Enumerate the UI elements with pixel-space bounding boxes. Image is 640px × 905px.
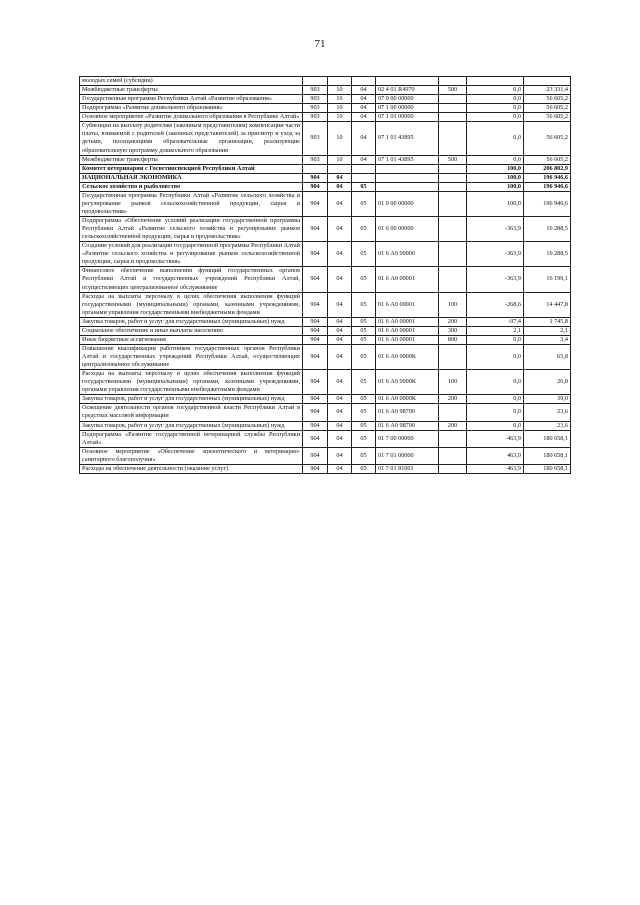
expense-type-cell xyxy=(439,430,467,447)
change-amount-cell: 0,0 xyxy=(467,122,524,155)
table-row xyxy=(80,430,571,447)
change-amount-cell: 100,0 xyxy=(467,173,524,182)
section-code-cell: 04 xyxy=(328,292,352,317)
subsection-code-cell: 04 xyxy=(352,104,376,113)
ved-code-cell: 904 xyxy=(303,173,328,182)
expense-type-cell xyxy=(439,173,467,182)
expense-type-cell xyxy=(439,404,467,421)
subsection-code-cell: 05 xyxy=(352,182,376,191)
section-code-cell: 04 xyxy=(328,344,352,369)
total-amount-cell: 56 605,2 xyxy=(524,95,571,104)
total-amount-cell: 2,1 xyxy=(524,326,571,335)
section-code-cell: 10 xyxy=(328,155,352,164)
table-row xyxy=(80,77,571,86)
row-name-cell: Подпрограмма «Развитие дошкольного образования» xyxy=(80,104,303,113)
expense-type-cell xyxy=(439,122,467,155)
total-amount-cell: 39,0 xyxy=(524,395,571,404)
table-row xyxy=(80,317,571,326)
subsection-code-cell: 05 xyxy=(352,404,376,421)
subsection-code-cell xyxy=(352,164,376,173)
expense-type-cell xyxy=(439,447,467,464)
total-amount-cell: 196 946,6 xyxy=(524,191,571,216)
expense-type-cell xyxy=(439,182,467,191)
target-article-cell: 01 6 А0 00001 xyxy=(376,317,439,326)
table-row xyxy=(80,395,571,404)
row-name-cell: Повышение квалификации работников государственных органов Республики Алтай и государственных учреждений Республики Алтай, осуществляющих централизованное обслуживание xyxy=(80,344,303,369)
section-code-cell: 10 xyxy=(328,122,352,155)
target-article-cell: 01 6 А0 98700 xyxy=(376,421,439,430)
table-row xyxy=(80,191,571,216)
row-name-cell: Основное мероприятие «Обеспечение эпизоотического и ветеринарно-санитарного благополучия» xyxy=(80,447,303,464)
section-code-cell: 04 xyxy=(328,335,352,344)
change-amount-cell: 0,0 xyxy=(467,155,524,164)
target-article-cell xyxy=(376,77,439,86)
change-amount-cell: 0,0 xyxy=(467,404,524,421)
ved-code-cell: 904 xyxy=(303,404,328,421)
table-row xyxy=(80,326,571,335)
total-amount-cell: 16 288,5 xyxy=(524,242,571,267)
budget-table-body xyxy=(80,77,571,474)
ved-code-cell xyxy=(303,164,328,173)
row-name-cell: Иные бюджетные ассигнования xyxy=(80,335,303,344)
change-amount-cell: 0,0 xyxy=(467,86,524,95)
total-amount-cell: 14 447,8 xyxy=(524,292,571,317)
table-row xyxy=(80,113,571,122)
target-article-cell xyxy=(376,173,439,182)
section-code-cell: 10 xyxy=(328,86,352,95)
change-amount-cell: 0,0 xyxy=(467,104,524,113)
total-amount-cell: 23 331,4 xyxy=(524,86,571,95)
ved-code-cell: 904 xyxy=(303,267,328,292)
section-code-cell: 04 xyxy=(328,395,352,404)
table-row xyxy=(80,267,571,292)
row-name-cell: Государственная программа Республики Алтай «Развитие сельского хозяйства и регулирование рынков сельскохозяйственной продукции, сырья и продовольствия» xyxy=(80,191,303,216)
table-row xyxy=(80,104,571,113)
subsection-code-cell: 05 xyxy=(352,335,376,344)
subsection-code-cell: 04 xyxy=(352,113,376,122)
section-code-cell xyxy=(328,77,352,86)
ved-code-cell: 904 xyxy=(303,395,328,404)
subsection-code-cell: 04 xyxy=(352,155,376,164)
section-code-cell: 04 xyxy=(328,464,352,473)
row-name-cell: Субвенции на выплату родителям (законным представителям) компенсации части платы, взимаемой с родителей (законных представителей) за присмотр и уход за детьми, посещающими образовательные организации, реализующие образовательную программу дошкольного образования xyxy=(80,122,303,155)
row-name-cell: Расходы на обеспечение деятельности (оказание услуг) xyxy=(80,464,303,473)
ved-code-cell: 903 xyxy=(303,104,328,113)
change-amount-cell: 463,9 xyxy=(467,447,524,464)
change-amount-cell: 100,0 xyxy=(467,191,524,216)
target-article-cell: 07 1 00 00000 xyxy=(376,104,439,113)
change-amount-cell: 100,0 xyxy=(467,164,524,173)
expense-type-cell xyxy=(439,164,467,173)
expense-type-cell xyxy=(439,267,467,292)
section-code-cell: 10 xyxy=(328,104,352,113)
row-name-cell: Государственная программа Республики Алтай «Развитие образования» xyxy=(80,95,303,104)
expense-type-cell: 500 xyxy=(439,155,467,164)
expense-type-cell xyxy=(439,464,467,473)
total-amount-cell: 26,8 xyxy=(524,370,571,395)
change-amount-cell: 0,0 xyxy=(467,335,524,344)
section-code-cell: 10 xyxy=(328,95,352,104)
total-amount-cell: 1 745,8 xyxy=(524,317,571,326)
target-article-cell: 01 6 А0 0000К xyxy=(376,344,439,369)
section-code-cell xyxy=(328,164,352,173)
expense-type-cell xyxy=(439,217,467,242)
expense-type-cell xyxy=(439,191,467,216)
section-code-cell: 04 xyxy=(328,217,352,242)
row-name-cell: Основное мероприятие «Развитие дошкольного образования в Республике Алтай» xyxy=(80,113,303,122)
section-code-cell: 04 xyxy=(328,173,352,182)
expense-type-cell: 100 xyxy=(439,292,467,317)
table-row xyxy=(80,173,571,182)
expense-type-cell xyxy=(439,95,467,104)
change-amount-cell: 463,9 xyxy=(467,464,524,473)
change-amount-cell: 0,0 xyxy=(467,395,524,404)
target-article-cell: 07 1 01 43895 xyxy=(376,122,439,155)
target-article-cell xyxy=(376,182,439,191)
change-amount-cell: 2,1 xyxy=(467,326,524,335)
change-amount-cell: 0,0 xyxy=(467,344,524,369)
ved-code-cell: 904 xyxy=(303,292,328,317)
subsection-code-cell xyxy=(352,77,376,86)
total-amount-cell: 56 605,2 xyxy=(524,155,571,164)
expense-type-cell: 300 xyxy=(439,326,467,335)
ved-code-cell: 903 xyxy=(303,113,328,122)
ved-code-cell: 904 xyxy=(303,421,328,430)
target-article-cell: 07 1 01 00000 xyxy=(376,113,439,122)
change-amount-cell xyxy=(467,77,524,86)
ved-code-cell: 903 xyxy=(303,122,328,155)
target-article-cell: 01 7 00 00000 xyxy=(376,430,439,447)
ved-code-cell: 903 xyxy=(303,95,328,104)
total-amount-cell: 196 946,6 xyxy=(524,173,571,182)
section-code-cell: 04 xyxy=(328,242,352,267)
row-name-cell: Освещение деятельности органов государственной власти Республики Алтай в средствах массовой информации xyxy=(80,404,303,421)
subsection-code-cell: 04 xyxy=(352,95,376,104)
target-article-cell: 01 6 А0 0000К xyxy=(376,395,439,404)
table-row xyxy=(80,292,571,317)
table-row xyxy=(80,182,571,191)
row-name-cell: Расходы на выплаты персоналу в целях обеспечения выполнения функций государственными (муниципальными) органами, казенными учреждениями, органами управления государственными внебюджетными фондами xyxy=(80,292,303,317)
table-row xyxy=(80,421,571,430)
expense-type-cell xyxy=(439,113,467,122)
ved-code-cell: 904 xyxy=(303,430,328,447)
total-amount-cell: 56 605,2 xyxy=(524,122,571,155)
total-amount-cell: 16 288,5 xyxy=(524,217,571,242)
total-amount-cell: 3,4 xyxy=(524,335,571,344)
row-name-cell: Закупка товаров, работ и услуг для государственных (муниципальных) нужд xyxy=(80,421,303,430)
expense-type-cell xyxy=(439,242,467,267)
change-amount-cell: -363,9 xyxy=(467,242,524,267)
change-amount-cell: 0,0 xyxy=(467,95,524,104)
ved-code-cell: 904 xyxy=(303,242,328,267)
subsection-code-cell: 05 xyxy=(352,217,376,242)
section-code-cell: 04 xyxy=(328,447,352,464)
change-amount-cell: 463,9 xyxy=(467,430,524,447)
ved-code-cell xyxy=(303,77,328,86)
table-row xyxy=(80,464,571,473)
row-name-cell: Сельское хозяйство и рыболовство xyxy=(80,182,303,191)
row-name-cell: Комитет ветеринарии с Госветинспекцией Республики Алтай xyxy=(80,164,303,173)
subsection-code-cell: 04 xyxy=(352,86,376,95)
row-name-cell: Финансовое обеспечение выполнения функций государственных органов Республики Алтай и государственных учреждений Республики Алтай, осуществляющих централизованное обслуживание xyxy=(80,267,303,292)
target-article-cell: 01 7 01 00000 xyxy=(376,447,439,464)
target-article-cell: 01 7 01 81001 xyxy=(376,464,439,473)
table-row xyxy=(80,335,571,344)
target-article-cell: 01 6 А0 98700 xyxy=(376,404,439,421)
subsection-code-cell: 05 xyxy=(352,326,376,335)
row-name-cell: молодых семей (субсидии) xyxy=(80,77,303,86)
total-amount-cell: 65,8 xyxy=(524,344,571,369)
total-amount-cell: 180 658,1 xyxy=(524,464,571,473)
table-row xyxy=(80,447,571,464)
target-article-cell: 01 6 А0 00001 xyxy=(376,326,439,335)
ved-code-cell: 904 xyxy=(303,191,328,216)
ved-code-cell: 904 xyxy=(303,344,328,369)
section-code-cell: 10 xyxy=(328,113,352,122)
total-amount-cell: 56 605,2 xyxy=(524,104,571,113)
change-amount-cell: -363,9 xyxy=(467,217,524,242)
section-code-cell: 04 xyxy=(328,191,352,216)
target-article-cell: 01 6 А0 0000К xyxy=(376,370,439,395)
subsection-code-cell: 05 xyxy=(352,421,376,430)
expense-type-cell: 200 xyxy=(439,421,467,430)
subsection-code-cell: 04 xyxy=(352,122,376,155)
expense-type-cell: 200 xyxy=(439,395,467,404)
row-name-cell: Расходы на выплаты персоналу в целях обеспечения выполнения функций государственными (муниципальными) органами, казенными учреждениями, органами управления государственными внебюджетными фондами xyxy=(80,370,303,395)
target-article-cell: 02 4 01 R4970 xyxy=(376,86,439,95)
expense-type-cell xyxy=(439,104,467,113)
expense-type-cell: 100 xyxy=(439,370,467,395)
ved-code-cell: 904 xyxy=(303,326,328,335)
table-row xyxy=(80,344,571,369)
target-article-cell: 01 0 00 00000 xyxy=(376,191,439,216)
row-name-cell: Подпрограмма «Развитие государственной ветеринарной службы Республики Алтай» xyxy=(80,430,303,447)
subsection-code-cell: 05 xyxy=(352,191,376,216)
ved-code-cell: 903 xyxy=(303,155,328,164)
change-amount-cell: 100,0 xyxy=(467,182,524,191)
subsection-code-cell: 05 xyxy=(352,344,376,369)
change-amount-cell: -97,4 xyxy=(467,317,524,326)
expense-type-cell: 200 xyxy=(439,317,467,326)
budget-table xyxy=(79,76,571,474)
total-amount-cell: 23,6 xyxy=(524,404,571,421)
row-name-cell: Межбюджетные трансферты xyxy=(80,155,303,164)
expense-type-cell xyxy=(439,77,467,86)
section-code-cell: 04 xyxy=(328,370,352,395)
total-amount-cell: 180 658,1 xyxy=(524,430,571,447)
total-amount-cell xyxy=(524,77,571,86)
section-code-cell: 04 xyxy=(328,430,352,447)
target-article-cell: 01 6 А0 00001 xyxy=(376,292,439,317)
row-name-cell: Социальное обеспечение и иные выплаты населению xyxy=(80,326,303,335)
subsection-code-cell: 05 xyxy=(352,292,376,317)
target-article-cell: 01 6 А0 00001 xyxy=(376,267,439,292)
subsection-code-cell: 05 xyxy=(352,395,376,404)
ved-code-cell: 904 xyxy=(303,317,328,326)
subsection-code-cell: 05 xyxy=(352,267,376,292)
subsection-code-cell: 05 xyxy=(352,242,376,267)
section-code-cell: 04 xyxy=(328,182,352,191)
target-article-cell: 01 6 А0 00000 xyxy=(376,242,439,267)
target-article-cell xyxy=(376,164,439,173)
change-amount-cell: 0,0 xyxy=(467,370,524,395)
subsection-code-cell xyxy=(352,173,376,182)
change-amount-cell: 0,0 xyxy=(467,113,524,122)
total-amount-cell: 56 605,2 xyxy=(524,113,571,122)
target-article-cell: 01 6 00 00000 xyxy=(376,217,439,242)
section-code-cell: 04 xyxy=(328,326,352,335)
subsection-code-cell: 05 xyxy=(352,370,376,395)
subsection-code-cell: 05 xyxy=(352,430,376,447)
row-name-cell: Создание условий для реализации государственной программы Республики Алтай «Развитие сельского хозяйства и регулирование рынков сельскохозяйственной продукции, сырья и продовольствия» xyxy=(80,242,303,267)
row-name-cell: Закупка товаров, работ и услуг для государственных (муниципальных) нужд xyxy=(80,395,303,404)
table-row xyxy=(80,86,571,95)
ved-code-cell: 904 xyxy=(303,447,328,464)
section-code-cell: 04 xyxy=(328,317,352,326)
subsection-code-cell: 05 xyxy=(352,447,376,464)
ved-code-cell: 904 xyxy=(303,464,328,473)
ved-code-cell: 904 xyxy=(303,182,328,191)
target-article-cell: 07 0 00 00000 xyxy=(376,95,439,104)
row-name-cell: Межбюджетные трансферты xyxy=(80,86,303,95)
total-amount-cell: 196 946,6 xyxy=(524,182,571,191)
total-amount-cell: 180 658,1 xyxy=(524,447,571,464)
change-amount-cell: -363,9 xyxy=(467,267,524,292)
table-row xyxy=(80,242,571,267)
change-amount-cell: 0,0 xyxy=(467,421,524,430)
total-amount-cell: 23,6 xyxy=(524,421,571,430)
total-amount-cell: 16 199,1 xyxy=(524,267,571,292)
expense-type-cell: 500 xyxy=(439,86,467,95)
table-row xyxy=(80,122,571,155)
expense-type-cell xyxy=(439,344,467,369)
table-row xyxy=(80,95,571,104)
ved-code-cell: 904 xyxy=(303,335,328,344)
table-row xyxy=(80,155,571,164)
table-row xyxy=(80,217,571,242)
table-row xyxy=(80,370,571,395)
row-name-cell: Подпрограмма «Обеспечение условий реализации государственной программы Республики Алтай «Развитие сельского хозяйства и регулирование рынков сельскохозяйственной продукции, сырья и продовольствия» xyxy=(80,217,303,242)
subsection-code-cell: 05 xyxy=(352,317,376,326)
subsection-code-cell: 05 xyxy=(352,464,376,473)
expense-type-cell: 800 xyxy=(439,335,467,344)
section-code-cell: 04 xyxy=(328,267,352,292)
target-article-cell: 01 6 А0 00001 xyxy=(376,335,439,344)
table-row xyxy=(80,164,571,173)
total-amount-cell: 206 802,9 xyxy=(524,164,571,173)
target-article-cell: 07 1 01 43895 xyxy=(376,155,439,164)
ved-code-cell: 904 xyxy=(303,370,328,395)
ved-code-cell: 903 xyxy=(303,86,328,95)
page-number: 71 xyxy=(314,38,326,50)
table-row xyxy=(80,404,571,421)
section-code-cell: 04 xyxy=(328,404,352,421)
row-name-cell: НАЦИОНАЛЬНАЯ ЭКОНОМИКА xyxy=(80,173,303,182)
ved-code-cell: 904 xyxy=(303,217,328,242)
change-amount-cell: -268,6 xyxy=(467,292,524,317)
row-name-cell: Закупка товаров, работ и услуг для государственных (муниципальных) нужд xyxy=(80,317,303,326)
section-code-cell: 04 xyxy=(328,421,352,430)
